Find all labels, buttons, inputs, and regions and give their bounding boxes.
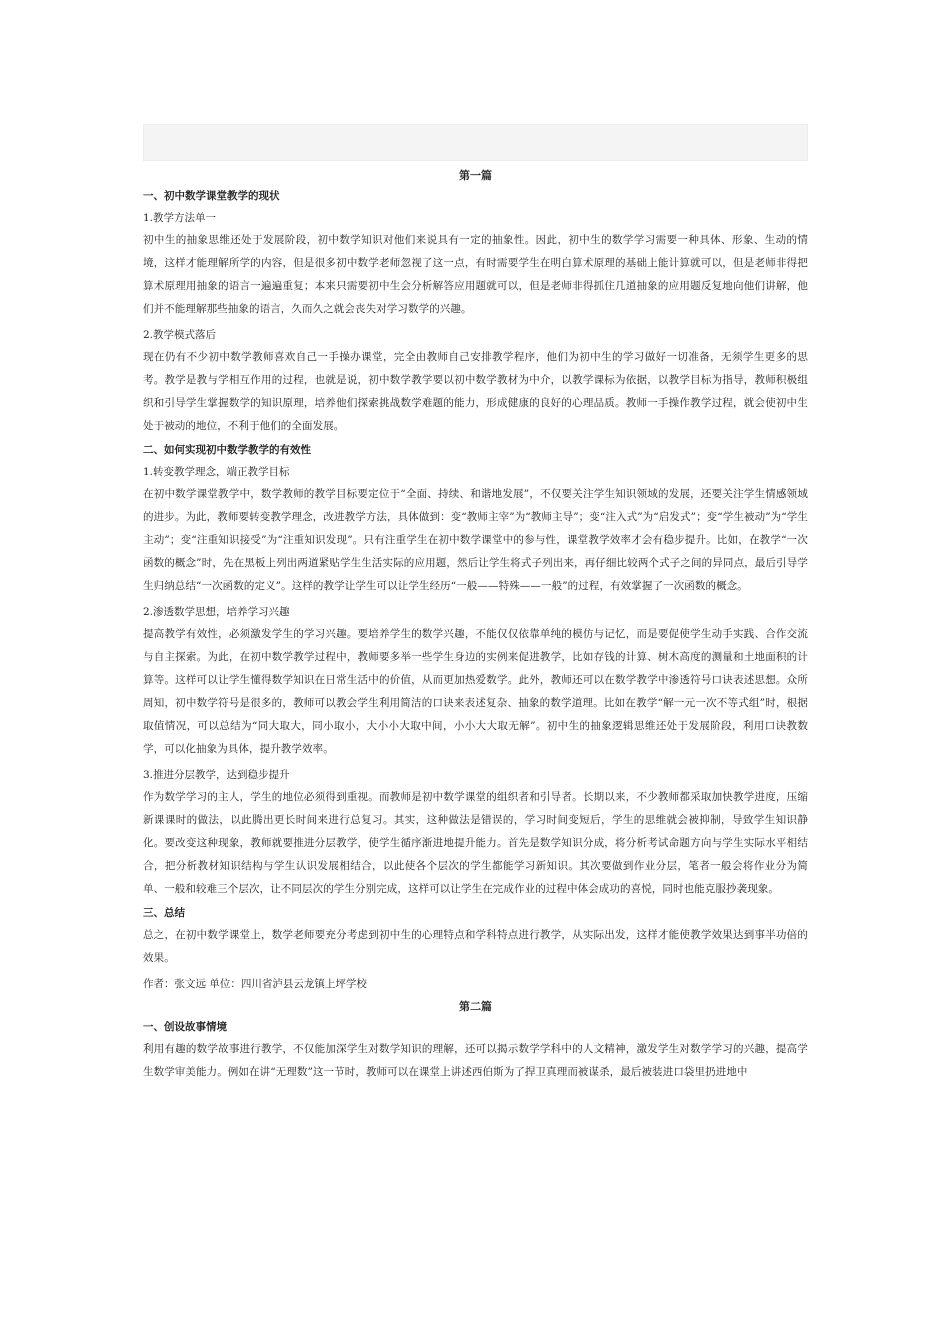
part1-subheading-4: 2.渗透数学思想，培养学习兴趣 [143,606,290,618]
part1-paragraph-6: 总之，在初中数学课堂上，数学老师要充分考虑到初中生的心理特点和学科特点进行教学，从实际出发，这样才能使教学效果达到事半功倍的效果。 [143,929,808,964]
part1-subheading-1: 1.教学方法单一 [143,212,217,224]
header-bar [143,124,808,161]
part1-heading-3: 三、总结 [143,907,185,919]
part2-paragraph-1: 利用有趣的数学故事进行教学，不仅能加深学生对数学知识的理解，还可以揭示数学学科中的人文精神，激发学生对数学学习的兴趣，提高学生数学审美能力。例如在讲“无理数”这一节时，教师可以在课堂上讲述西伯斯为了捍卫真理而被谋杀，最后被装进口袋里扔进地中 [143,1043,808,1078]
part1-paragraph-5: 作为数学学习的主人，学生的地位必须得到重视。而教师是初中数学课堂的组织者和引导者。长期以来，不少教师都采取加快教学进度，压缩新课课时的做法，以此腾出更长时间来进行总复习。其实，这种做法是错误的，学习时间变短后，学生的思维就会被抑制，导致学生知识静化。要改变这种现象，教师就要推进分层教学，使学生循序渐进地提升能力。首先是数学知识分成，将分析考试命题方向与学生实际水平相结合，把分析教材知识结构与学生认识发展相结合，以此使各个层次的学生都能学习新知识。其次要做到作业分层，笔者一般会将作业分为简单、一般和较难三个层次，让不同层次的学生分别完成，这样可以让学生在完成作业的过程中体会成功的喜悦，同时也能克服抄袭现象。 [143,791,808,895]
author-line: 作者：张文远 单位：四川省泸县云龙镇上坪学校 [143,978,367,990]
part1-subheading-2: 2.教学模式落后 [143,329,217,341]
part1-title: 第一篇 [459,169,492,182]
part2-heading-1: 一、创设故事情境 [143,1021,227,1033]
part1-heading-2: 二、如何实现初中数学教学的有效性 [143,444,311,456]
part2-title: 第二篇 [459,1000,492,1013]
part1-paragraph-3: 在初中数学课堂教学中，数学教师的教学目标要定位于“全面、持续、和谐地发展”，不仅要关注学生知识领域的发展，还要关注学生情感领域的进步。为此，教师要转变教学理念，改进教学方法，具体做到：变“教师主宰”为“教师主导”；变“注入式”为“启发式”；变“学生被动”为“学生主动”；变“注重知识接受”为“注重知识发现”。只有注重学生在初中数学课堂中的参与性，课堂教学效率才会有稳步提升。比如，在教学“一次函数的概念”时，先在黑板上列出两道紧贴学生生活实际的应用题，然后让学生将式子列出来，再仔细比较两个式子之间的异同点，最后引导学生归纳总结“一次函数的定义”。这样的教学让学生可以让学生经历“一般——特殊——一般”的过程，有效掌握了一次函数的概念。 [143,488,808,592]
part1-paragraph-2: 现在仍有不少初中数学教师喜欢自己一手操办课堂，完全由教师自己安排教学程序，他们为初中生的学习做好一切准备，无须学生更多的思考。教学是教与学相互作用的过程，也就是说，初中数学教学要以初中数学教材为中介，以教学课标为依据，以教学目标为指导，教师积极组织和引导学生掌握数学的知识原理，培养他们探索挑战数学难题的能力，形成健康的良好的心理品质。教师一手操作教学过程，就会使初中生处于被动的地位，不利于他们的全面发展。 [143,351,808,432]
part1-subheading-3: 1.转变教学理念，端正教学目标 [143,466,290,478]
document-page [143,124,808,1084]
part1-subheading-5: 3.推进分层教学，达到稳步提升 [143,769,290,781]
part1-paragraph-1: 初中生的抽象思维还处于发展阶段，初中数学知识对他们来说具有一定的抽象性。因此，初中生的数学学习需要一种具体、形象、生动的情境，这样才能理解所学的内容，但是很多初中数学老师忽视了这一点，有时需要学生在明白算术原理的基础上能计算就可以，但是老师非得把算术原理用抽象的语言一遍遍重复；本来只需要初中生会分析解答应用题就可以，但是老师非得抓住几道抽象的应用题反复地向他们讲解，他们并不能理解那些抽象的语言，久而久之就会丧失对学习数学的兴趣。 [143,234,808,315]
part1-heading-1: 一、初中数学课堂教学的现状 [143,190,280,202]
part1-paragraph-4: 提高教学有效性，必须激发学生的学习兴趣。要培养学生的数学兴趣，不能仅仅依靠单纯的模仿与记忆，而是要促使学生动手实践、合作交流与自主探索。为此，在初中数学教学过程中，教师要多举一些学生身边的实例来促进教学，比如存钱的计算、树木高度的测量和土地面积的计算等。这样可以让学生懂得数学知识在日常生活中的价值，从而更加热爱数学。此外，教师还可以在数学教学中渗透符号口诀表述思想。众所周知，初中数学符号是很多的，教师可以教会学生利用简洁的口诀来表述复杂、抽象的数学道理。比如在教学“解一元一次不等式组”时，根据取值情况，可以总结为“同大取大，同小取小，大小小大取中间，小小大大取无解”。初中生的抽象逻辑思维还处于发展阶段，利用口诀教数学，可以化抽象为具体，提升教学效率。 [143,628,808,755]
